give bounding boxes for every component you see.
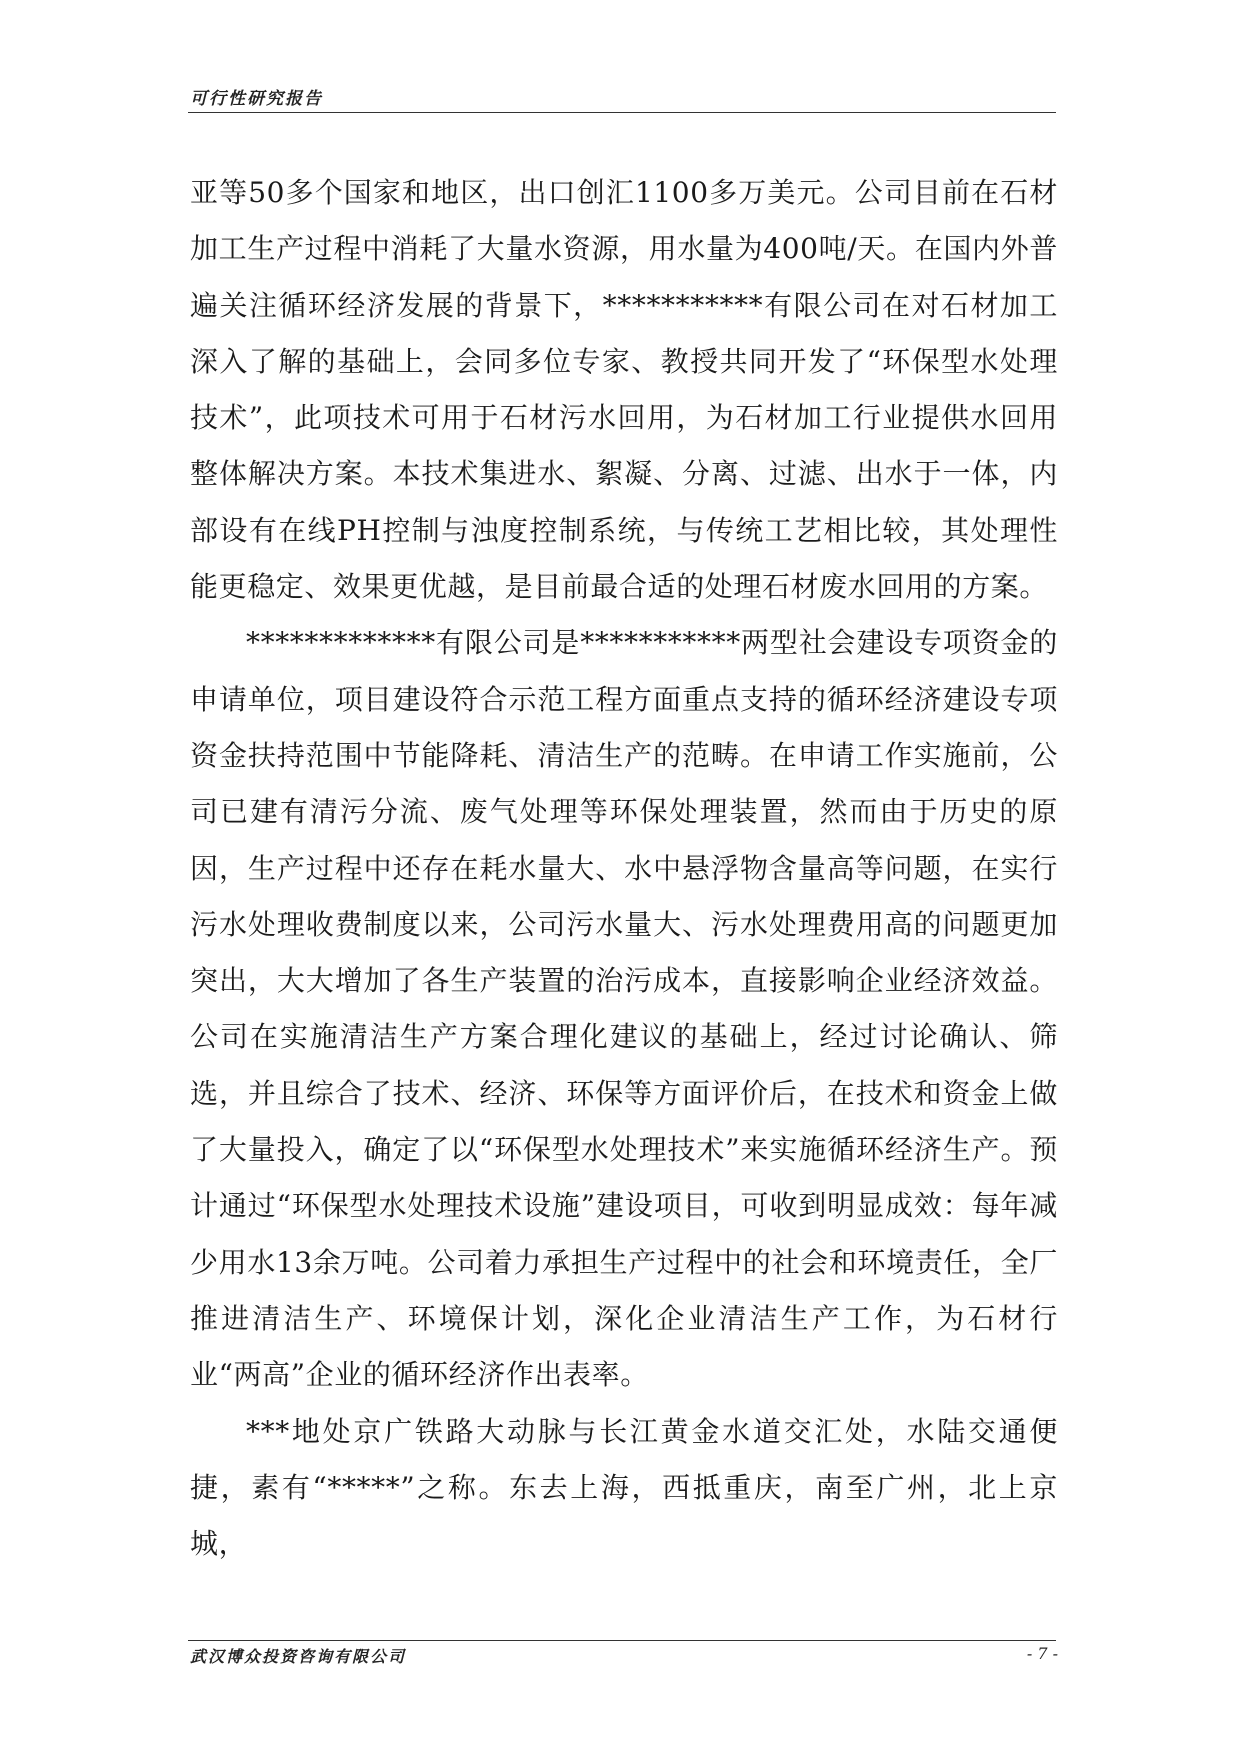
paragraph-2: *************有限公司是***********两型社会建设专项资金的申请单位，项目建设符合示范工程方面重点支持的循环经济建设专项资金扶持范围中节能降耗、清洁生产的范畴。在申请工作实施前，公司已建有清污分流、废气处理等环保处理装置，然而由于历史的原因，生产过程中还存在耗水量大、水中悬浮物含量高等问题，在实行污水处理收费制度以来，公司污水量大、污水处理费用高的问题更加突出，大大增加了各生产装置的治污成本，直接影响企业经济效益。公司在实施清洁生产方案合理化建议的基础上，经过讨论确认、筛选，并且综合了技术、经济、环保等方面评价后，在技术和资金上做了大量投入，确定了以“环保型水处理技术”来实施循环经济生产。预计通过“环保型水处理技术设施”建设项目，可收到明显成效：每年减少用水13余万吨。公司着力承担生产过程中的社会和环境责任，全厂推进清洁生产、环境保计划，深化企业清洁生产工作，为石材行业“两高”企业的循环经济作出表率。 <box>190 626 1058 1392</box>
footer-company-name: 武汉博众投资咨询有限公司 <box>190 1647 407 1666</box>
header-divider <box>188 112 1056 113</box>
page-number: - 7 - <box>1026 1644 1058 1663</box>
document-body <box>190 165 1058 1572</box>
footer-divider <box>188 1640 1056 1641</box>
header-title: 可行性研究报告 <box>190 89 323 109</box>
paragraph-1: 亚等50多个国家和地区，出口创汇1100多万美元。公司目前在石材加工生产过程中消耗了大量水资源，用水量为400吨/天。在国内外普遍关注循环经济发展的背景下，***********有限公司在对石材加工深入了解的基础上，会同多位专家、教授共同开发了“环保型水处理技术”，此项技术可用于石材污水回用，为石材加工行业提供水回用整体解决方案。本技术集进水、絮凝、分离、过滤、出水于一体，内部设有在线PH控制与浊度控制系统，与传统工艺相比较，其处理性能更稳定、效果更优越，是目前最合适的处理石材废水回用的方案。 <box>190 176 1058 604</box>
paragraph-3: ***地处京广铁路大动脉与长江黄金水道交汇处，水陆交通便捷，素有“*****”之称。东去上海，西抵重庆，南至广州，北上京城， <box>190 1414 1058 1561</box>
